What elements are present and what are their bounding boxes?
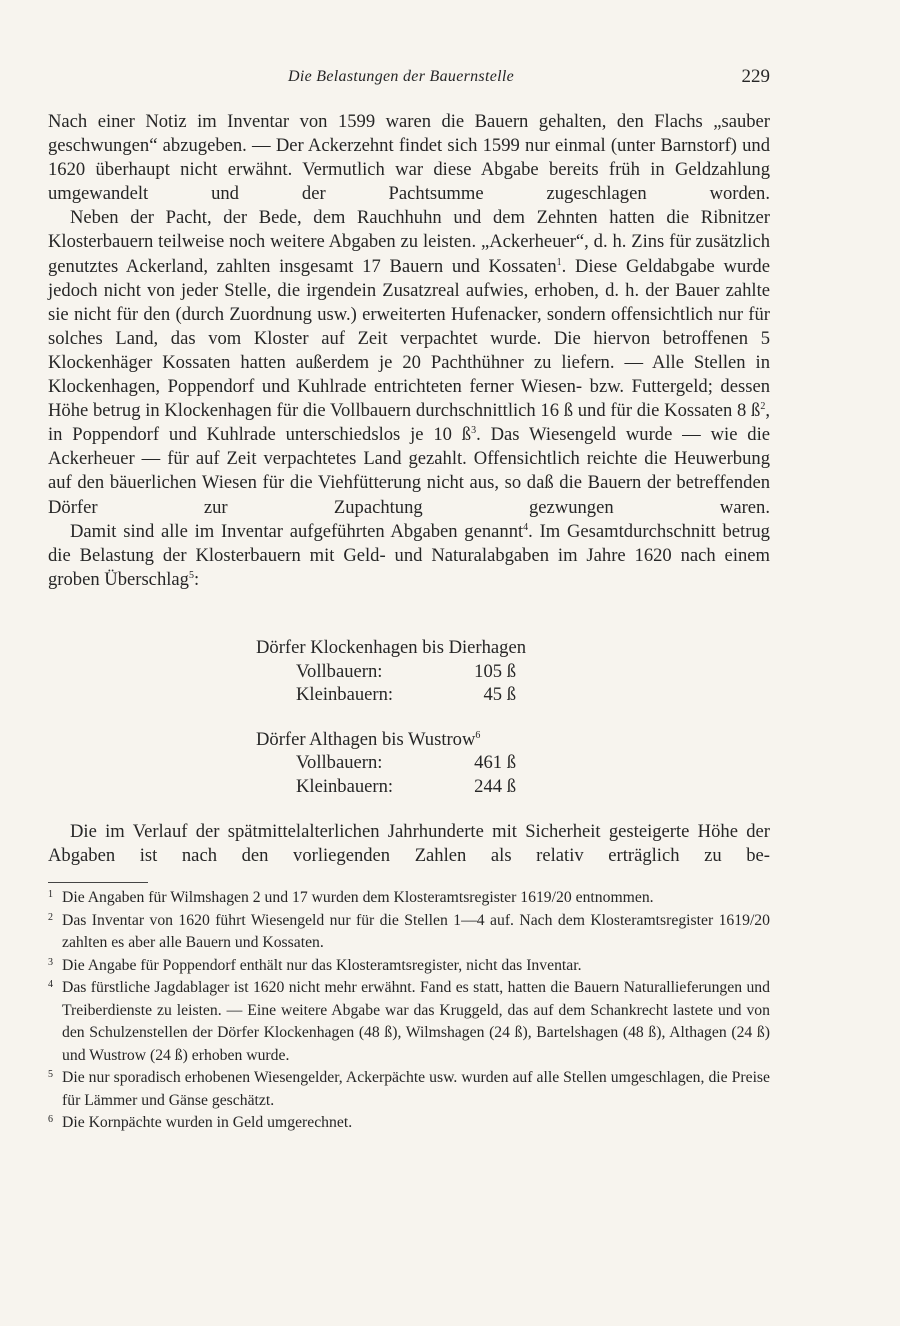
paragraph-flax — [48, 110, 770, 206]
running-title: Die Belastungen der Bauernstelle — [288, 68, 514, 85]
paragraph-ackerheuer — [48, 206, 770, 519]
footnote-ref: 4 — [523, 521, 529, 533]
footnote — [48, 1112, 770, 1135]
footnote — [48, 887, 770, 910]
footnote-ref: 1 — [556, 256, 562, 268]
group-title: Dörfer Althagen bis Wustrow$^6$ — [256, 728, 481, 750]
footnote-text: Das Inventar von 1620 führt Wiesengeld nur für die Stellen 1—4 auf. Nach dem Klosteramtsregister 1619/20 zahlten es aber alle Bauern und Kossaten. — [62, 911, 770, 951]
footnote-text: Die Angaben für Wilmshagen 2 und 17 wurden dem Klosteramtsregister 1619/20 entnommen. — [62, 889, 654, 906]
closing-paragraph — [48, 820, 770, 868]
summary-row — [256, 660, 586, 684]
paragraph-text: Nach einer Notiz im Inventar von 1599 waren die Bauern gehalten, den Flachs „sauber geschwungen“ abzugeben. — Der Ackerzehnt findet sich 1599 nur einmal (unter Barnstorf) und 1620 überhaupt nicht erwähnt. Vermutlich war diese Abgabe bereits früh in Geldzahlung umgewandelt und der Pachtsumme zugeschlagen worden. — [48, 111, 770, 205]
summary-group-althagen — [256, 728, 586, 799]
footnote — [48, 1067, 770, 1112]
row-value: 461 ß — [474, 752, 516, 773]
paragraph-text: Damit sind alle im Inventar aufgeführten Abgaben genannt — [70, 520, 524, 542]
footnote-divider — [48, 882, 148, 883]
paragraph-text: Neben der Pacht, der Bede, dem Rauchhuhn und dem Zehnten hatten die Ribnitzer Klosterbauern teilweise noch weitere Abgaben zu leisten. „Ackerheuer“, d. h. Zins für zusätzlich genutztes Ackerland, zahlten insgesamt 17 Bauern und Kossaten — [48, 207, 770, 277]
summary-row — [256, 751, 586, 775]
footnotes — [48, 887, 770, 1135]
row-value: 45 ß — [483, 684, 516, 705]
body-text — [48, 110, 770, 592]
row-label: Vollbauern: — [296, 752, 383, 773]
paragraph-text: . Im Gesamtdurchschnitt betrug die Belastung der Klosterbauern mit Geld- und Naturalabgaben im Jahre 1620 nach einem groben Überschlag — [48, 520, 770, 590]
summary-row — [256, 775, 586, 799]
footnote-text: Das fürstliche Jagdablager ist 1620 nicht mehr erwähnt. Fand es statt, hatten die Bauern Naturallieferungen und Treiberdienste zu leisten. — Eine weitere Abgabe war das Kruggeld, das auf dem Schankrecht lastete und von den Schulzenstellen der Dörfer Klockenhagen (48 ß), Wilmshagen (24 ß), Bartelshagen (48 ß), Althagen (24 ß) und Wustrow (24 ß) erhoben wurde. — [62, 979, 770, 1064]
paragraph-text: . Diese Geldabgabe wurde jedoch nicht von jeder Stelle, die irgendein Zusatzreal aufwies, erhoben, d. h. der Bauer zahlte sie nicht für den (durch Zuordnung usw.) erweiterten Hufenacker, sondern offensichtlich nur für solches Land, das vom Kloster auf Zeit verpachtet wurde. Die hiervon betroffenen 5 Klockenhäger Kossaten hatten außerdem je 20 Pachthühner zu liefern. — Alle Stellen in Klockenhagen, Poppendorf und Kuhlrade entrichteten ferner Wiesen- bzw. Futtergeld; dessen Höhe betrug in Klockenhagen für die Vollbauern durchschnittlich 16 ß und für die Kossaten 8 ß — [48, 255, 770, 422]
footnote-number: 6 — [48, 1114, 53, 1125]
group-title: Dörfer Klockenhagen bis Dierhagen — [256, 637, 527, 658]
footnote-ref: 2 — [760, 401, 766, 413]
paragraph-summary-intro — [48, 520, 770, 592]
footnote — [48, 977, 770, 1067]
footnote-text: Die Kornpächte wurden in Geld umgerechnet. — [62, 1114, 353, 1131]
footnote — [48, 955, 770, 978]
footnote-ref: 6 — [475, 729, 481, 741]
row-label: Kleinbauern: — [296, 775, 394, 797]
footnote-text: Die Angabe für Poppendorf enthält nur das Klosteramtsregister, nicht das Inventar. — [62, 956, 582, 974]
burden-summary-table — [256, 636, 586, 798]
footnote-number: 2 — [48, 911, 53, 923]
footnote-ref: 3 — [471, 425, 477, 437]
footnote — [48, 910, 770, 955]
footnote-number: 3 — [48, 956, 53, 968]
footnote-number: 1 — [48, 889, 53, 900]
page-number: 229 — [741, 66, 770, 87]
row-value: 105 ß — [474, 660, 516, 682]
footnote-ref: 5 — [188, 569, 194, 581]
summary-group-klockenhagen — [256, 636, 586, 707]
paragraph-text: Die im Verlauf der spätmittelalterlichen Jahrhunderte mit Sicherheit gesteigerte Höhe der Abgaben ist nach den vorliegenden Zahlen als relativ erträglich zu be- — [48, 821, 770, 867]
footnote-number: 4 — [48, 979, 53, 990]
page-header — [48, 64, 770, 94]
footnote-text: Die nur sporadisch erhobenen Wiesengelder, Ackerpächte usw. wurden auf alle Stellen umgeschlagen, die Preise für Lämmer und Gänse geschätzt. — [62, 1069, 770, 1109]
paragraph-text: : — [193, 568, 200, 590]
row-label: Vollbauern: — [296, 660, 383, 682]
row-label: Kleinbauern: — [296, 684, 394, 705]
row-value: 244 ß — [474, 775, 516, 797]
paragraph-text: . Das Wiesengeld wurde — wie die Ackerheuer — für auf Zeit verpachtetes Land gezahlt. Offensichtlich reichte die Heuwerbung auf den bäuerlichen Wiesen für die Viehfütterung nicht aus, so daß die Bauern der betreffenden Dörfer zur Zupachtung gezwungen waren. — [48, 424, 770, 518]
summary-row — [256, 683, 586, 707]
footnote-number: 5 — [48, 1069, 53, 1080]
paragraph-text: , in Poppendorf und Kuhlrade unterschiedslos je 10 ß — [48, 400, 770, 446]
